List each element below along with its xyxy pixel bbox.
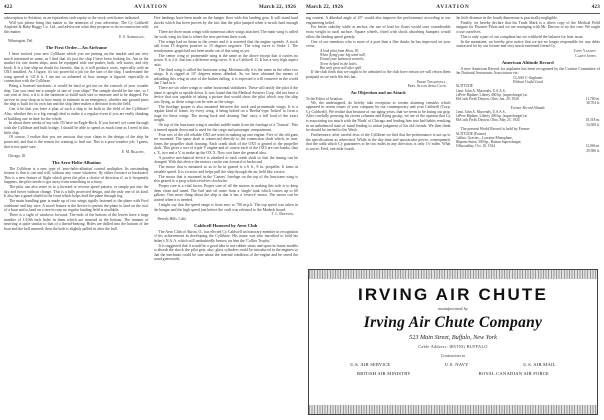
paragraph: In about three weeks of my sale, I'll have an Eagle-Rock. If you haven't yet come through with the Cyllibrae and built bridge, I should be able to spend as much time as I need in this little ship. [4, 121, 149, 135]
paragraph: A new American Record for airplanes has been recognized by the Contest Committee of the National Aeronautic Association viz: [455, 66, 600, 76]
paragraph: The Cyllibrae is a new type of 'aero-helio-albatian' control multiplier. Its outstanding feature is that it can and will, without any cause whatever, fly either forward or backward. This is a new feature of flight which gives the pilot a choice of direction if, as it frequently happens, the pilot needs to get away from something in a hurry. [4, 166, 149, 185]
paragraph: A positive mechanical device is attached to each crank shaft so that the timing can be changed. With this device the motors can be run forward or backward. [153, 155, 298, 165]
record-place: Villacoublay, Oct. 10, 1924 [455, 144, 495, 149]
paragraph: Furthermore, after careful tests of the Cyllibrae we find that the performance is not up to the specifications as advertised. While in the day-time and spectacular power, consequently that the walk which Cy guarantees to be two miles in any direction, is only 1½ miles. What is worse, Fred, one mile fourth, [306, 133, 451, 151]
paragraph: Being a licensed mechanic, it would be hard to get me on the controls of your wonder ship. Can you send me a sample of one of your ships? The sample should be the size, so I can visit at first, a if it is the intention to build such size to measure and to be shipped. For service in your shop as to how many to estimate in an emergency, whether any ground parts the ship is built for its own fun and the ship there makes a decision from the field. [4, 84, 149, 107]
paragraph: ing contest. A dihedral angle of 45° would also improve the performance according to our engineering belief. [306, 16, 451, 25]
running-title: AVIATION [134, 4, 168, 10]
signature-place: Wilmington, Del. [8, 39, 34, 44]
record-pilot: Lieut. John A. Macready, U.S.A.S., [455, 88, 507, 93]
header-rule [4, 13, 298, 14]
article-heading: An Objection and an Attack [350, 89, 406, 95]
paragraph: If the club finds that we ought to be admitted to the club have reason we will return them postpaid as we each file this hat. [306, 70, 451, 79]
paragraph: There are six other wings or rather horizontal stabilizers. These will notify the pilot if the plane is upright or upside down. It was found that the Medical Aviators Corp. did not have a device that was capable of taking a picture that would show the pilot which way the ship was flying, so these wings can be seen as the wings. [153, 86, 298, 104]
ad-brand-title: IRVING AIR CHUTE [357, 285, 549, 304]
signature-place: Beverly Hills, Calif. [157, 216, 187, 221]
record-pilot: Lieut. John A. Macready, U.S.A.S., [455, 109, 507, 114]
record-place: McCook Field, Dayton, Ohio, Jan. 29, 1926 [455, 97, 519, 101]
record-feet: 34,508 ft. [586, 122, 600, 127]
paragraph: The motor that is mounted so as to be in geared is a 6 ft., 8 in. propeller. It turns at variable speed. It is a tractor and helps pull the ship through the air, held like a noise. [153, 165, 298, 174]
paragraph: Proper care is a vital factor. Proper care of all the motors in making this sole is to keep them clean and tuned. The fuel and oil come from a 'single' tank which carries up to 60 gallons. One more thing about the ship is that it has a 'reserve' motor. The motor can be started when it is needed. [153, 184, 298, 203]
left-page [2, 4, 300, 418]
paragraph: The center wing or promenade wing is the same as the above except that it carries no power. It is 2 ft. that has a different wing curve. It is a Caldwell 11. It has a very high aspect ratio. [153, 53, 298, 67]
record-value: 11,780 m. [585, 97, 600, 101]
paragraph: The motor that is mounted in the 'Canary' fuselage on the top of the hurricane wing is also geared to a prop which revolves clockwise. [153, 174, 298, 184]
paragraph: The main handling gear is made up of two wings rigidly fastened to the plane with Ford wishbone and bay wire. A novel feature is the device to permit the plane to land on the roof of a barn and to land on a tree in case no regular landing field is available. [4, 199, 149, 213]
ad-company-name: Irving Air Chute Company [363, 314, 543, 331]
record-feet: 39,586 ft. [586, 148, 600, 153]
paragraph: The Aero Club of Akron, O., has elected Cy Caldwell an honorary member in recognition of his achievement in developing the Cyllibrae. His name was also inscribed to hold his father's N.A.A. which will undoubtedly bestow on him the 'Collier Trophy.' [153, 229, 298, 243]
paragraph: The third wing is called the hurricane wing. Mechanically it is the same as the other two wings. It is rigged at 10° degrees minus dihedral. So we have obtained the means of unloading this wing in case of the brakes failing; it is expected it will conserve in the world that I had in it. [153, 67, 298, 86]
record-value: 12,066 m. [585, 144, 600, 149]
record-category: ALTITUDE [455, 84, 473, 89]
paragraph: the little distance in the fourth dimension is practically negligible. [455, 16, 558, 20]
signature: Eddie Treadwell, [416, 79, 447, 84]
ad-hatched-band [309, 270, 597, 279]
paragraph: The wings had no beam in the center and it is asserted that the engine spreads. A stock ball from 15 degrees positive to 15 degrees negative. The wing curve is Stoke 1. The aerodynamic graph had not been made out of this wing as yet. [153, 39, 298, 53]
record-aircraft: Hispano Suiza, 300 hp., Rateau Supercharger, [455, 140, 522, 145]
paragraph: Finally, we hereby declare that his Trade Mark is a direct copy of the Medical Field insignia for Disaster Pilots and we are arranging with Mr. Darrow to try the case. We ought to use ourselves. [455, 20, 600, 35]
poem-line: Found your balanced controls, [320, 57, 365, 62]
right-page-column-1 [306, 16, 451, 274]
record-category: ALTITUDE (France) [455, 131, 487, 136]
paragraph: This is only a part of our complaint but we withhold the balance for later issue. [460, 34, 584, 39]
ad-address: 523 Main Street, Buffalo, New York [409, 334, 497, 341]
header-rule [306, 13, 600, 14]
paragraph: For better stability while at anchor, the use of lead for floats would save considerable extra weight in rural surface. Square wheels, fitted with shock absorbing bumpers would allow the landing speed greatly. [306, 25, 451, 39]
record-class: CLASS C-Airplanes [512, 75, 543, 80]
paragraph: The present World Record is held by France: [460, 126, 531, 131]
paragraph: Of course, I realize that you are anxious that your claim to the design of the ship be protected, and that is the reason for wanting to find out. This is a poor-weather job, I guess, that is not quite sure. [4, 135, 149, 149]
paragraph: Can it be that you have a plan of such a ship to be built in the field of the Cyllibrae? Also, whether this is a big enough deal to make it a regular event if you are really thinking of building one in time for the whole. [4, 107, 149, 121]
paragraph: subscription to Aviation, as an equivalent cash equity to the stock certificates indicated. [4, 16, 140, 20]
record-place: McCook Field, Dayton, Ohio, May 25, 1924 [455, 118, 520, 123]
signature: Carey Jones [575, 53, 596, 58]
issue-date: March 22, 1926 [258, 4, 296, 10]
ad-client: BRITISH AIR MINISTRY [356, 371, 411, 376]
paragraph: I might say that the speed range is from zero to 700 m.p.h. The top speed was taken in the hangar and the high speed just before the craft was released to the Madeck board. [153, 202, 298, 212]
running-title: AVIATION [436, 4, 470, 10]
ad-clients-row-1 [309, 362, 597, 367]
paragraph: In the meantime, we hereby give notice that we are no longer responsible for any debts contracted for by our former and very much esteemed friend Cy. [455, 39, 600, 49]
left-page-column-1 [4, 16, 149, 262]
ad-contractors-label: Contractors to [440, 353, 466, 358]
paragraph: There is a sight of windows forward. The ends of the bottom of the leaves have a large number of 1/10th inch holes in them which are inserted in the bottom. The manner of inserting is quite similar to that of a thread-bearing. Holes are drilled into the bottom of the boat and the ball inserted; then the hole is slightly pulled in after the ball. [4, 213, 149, 231]
paragraph: We, the undersigned, do hereby take exception to certain alarming remarks which appeared in recent issues of your company by our contemporary and your Caldwell (Corp. Cy Caldwell). We realize that because of our aging years, that we seem to be losing our grip. After carefully perusing his recent columns and flying gossip, we are of the opinion that Cy is associating too much with the 'Buds' of Chicago and leading him into bad habits resulting in an unbalanced state of mind leading to unfair judgment of his old friends. We then think he should be invited to the Wash. [306, 100, 451, 133]
salutation: To the Editor of Aviation: [306, 96, 343, 101]
signature-title: Pres. Alton Aero Club. [407, 83, 447, 88]
ad-client: U.S. AIR SERVICE [350, 362, 391, 367]
paragraph: There are three main wings with numerous other wings attached. The main wing is called the work wing for that is where the new perform their work. [153, 30, 298, 39]
record-subclass: Without Useful Load [512, 80, 543, 85]
page-number: 423 [591, 4, 600, 10]
running-header-left [2, 4, 300, 12]
signature: Tony Yanney [573, 49, 596, 54]
signature-place: Chicago, Ill. [8, 153, 26, 158]
right-page [304, 4, 602, 418]
former-record-heading: Former Record Altitude [510, 105, 545, 110]
left-page-column-2 [154, 16, 299, 262]
right-page-column-2 [456, 16, 601, 274]
article-heading: American Altitude Record [501, 59, 554, 65]
paragraph: On top of the hurricane wing is another saddle made from the fuselage of a 'Tomcat'. This is turned upside down and is used for the cargo and passenger compartment. [153, 123, 298, 132]
paragraph: The fuselage proper is also mounted between the work and promenade wings. It is a regular kind of frame, by every wing, it being bolted on a 'Bertha'-type 'bolted' to form a stage for these wings. The strong back and clearing 'line' carry a full load of the exact weight. [153, 104, 298, 123]
record-aircraft: LePere Biplane, Liberty 400 hp. (supercharger) at [455, 114, 528, 118]
paragraph: Will you please bring this matter to the attention of your advertiser, The Cy Caldwell Airplane & Baby Buggy Co. Ltd., and advise me what they propose to do in connection with this matter. [4, 20, 149, 35]
article-heading: The First Order—An Airframe [45, 45, 107, 51]
signature: E. S. Ambrosus, [119, 34, 145, 39]
ad-manufactured-by: manufactured by [438, 306, 468, 311]
record-value: 10,518 m. [585, 118, 600, 123]
ad-client: U.S. AIR MAIL [523, 362, 556, 367]
ad-clients-row-2 [309, 371, 597, 376]
paragraph: One of our members who is more of a poet than a flier thinks he has improved on your verse. [306, 39, 451, 49]
ad-client: ROYAL CANADIAN AIR FORCE [478, 371, 550, 376]
poem-line: Never helped in the holes. [320, 61, 358, 66]
poem-line: But only grow still after spill. [320, 65, 363, 70]
record-aircraft: LePere Biplane, Liberty 400 hp. (supercharger) at [455, 92, 528, 97]
paragraph: Five landings have been made on the hanger floor with this landing gear. It will stand hard shocks which has been proven by the fact that the pilot jumped when it struck hard enough yet. [153, 16, 298, 30]
record-feet: 38,704 ft. [586, 101, 600, 106]
poem-line: When flying your big wind mill, [320, 53, 366, 58]
paragraph: Four sets of the old reliable OX5 are used in making up one engine. Five of the old guns are mounted. The spear shaft is connected directly to the connection shaft which, in turn, forms the propeller shaft housing. Each crank shaft of the OX5 is geared to the propeller shaft. This gives a sort of triple V engine and of course each of the OX5 are two banks, thus a, X, two and a V, to make up the OX X. Now you have the general idea. [153, 132, 298, 155]
paragraph: It is suggested that it would be a good idea to use rubber struts and spars in future models to absorb the shock the pilot gets, also, glass cylinders could be introduced in the engines so that the mechanic could be sure about the internal condition of the engine and be saved the usual guesswork. [153, 243, 298, 262]
page-number: 422 [4, 4, 13, 10]
poem-line: A look pilot from Alton, Ill. [320, 49, 359, 53]
ad-hatched-band [309, 405, 597, 414]
article-heading: Caldwell Honored by Aero Club [194, 222, 258, 228]
paragraph: I have noticed your new Cyllibrae which you are putting on the market and am very much interested in same, as I find that it's just the ship I have been looking for. Am in the market for one dozen ships, must be equipped with one pusher, both, self starter, and oily book. It is a fine ship no doubt for Jazzeitt, that is, it will produce races, especially with an OX5 installed. As I figure, it's too powerful a job for the size of the ship. I understand the wing spread is 121.6 ft. I am not so ashamed of how strange is figured, especially in connection with the Cyllibrae. [4, 52, 149, 84]
irving-air-chute-advertisement [308, 269, 598, 415]
running-header-right [304, 4, 602, 12]
paragraph: The pilot can also retire in to a forward or reverse speed pattern, or simply put into the sky and hover without change. This is a fully protected design, and the only one of its kind. It also has a guard shield in the front which helps lead the plane through fog. [4, 185, 149, 199]
record-pilot: Callizo, Gravier—Lorraine Monoplane, [455, 135, 513, 140]
ad-client: U.S. NAVY [444, 362, 469, 367]
signature: E. M. Braden, [121, 149, 145, 154]
ad-cable-address: Cable Address: IRVING BUFFALO [418, 344, 488, 349]
signature: T. L. Dressen, [271, 212, 294, 217]
issue-date: March 22, 1926 [306, 4, 344, 10]
article-heading: The Aero-Helio-Albatian [51, 159, 101, 165]
